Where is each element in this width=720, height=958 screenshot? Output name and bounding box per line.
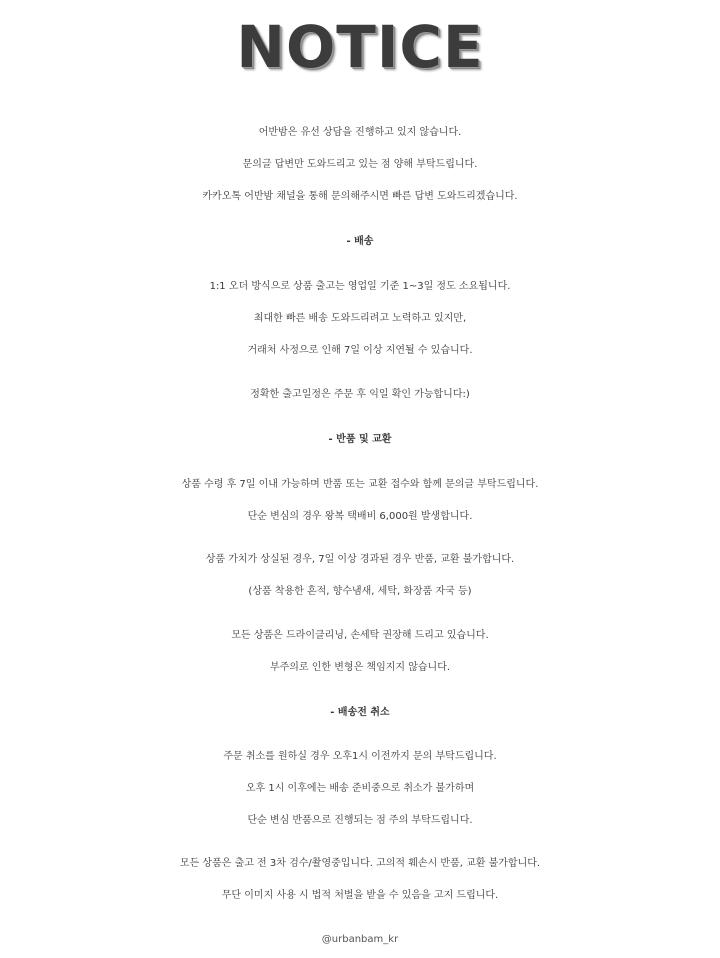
- instagram-handle: @urbanbam_kr: [321, 934, 399, 945]
- cancel-heading: - 배송전 취소: [330, 707, 390, 718]
- returns-line-5: 모든 상품은 드라이클리닝, 손세탁 권장해 드리고 있습니다.: [231, 630, 489, 641]
- returns-line-2: 단순 변심의 경우 왕복 택배비 6,000원 발생합니다.: [247, 511, 473, 522]
- cancel-line-1: 주문 취소를 원하실 경우 오후1시 이전까지 문의 부탁드립니다.: [223, 751, 497, 762]
- shipping-line-1: 1:1 오더 방식으로 상품 출고는 영업일 기준 1~3일 정도 소요됩니다.: [209, 281, 511, 292]
- returns-line-3: 상품 가치가 상실된 경우, 7일 이상 경과된 경우 반품, 교환 불가합니다.: [205, 554, 515, 565]
- shipping-line-3: 거래처 사정으로 인해 7일 이상 지연될 수 있습니다.: [247, 345, 473, 356]
- notice-title: NOTICE: [236, 13, 484, 81]
- shipping-note: 정확한 출고일정은 주문 후 익일 확인 가능합니다:): [250, 389, 470, 400]
- intro-line-3: 카카오톡 어반밤 채널을 통해 문의해주시면 빠른 답변 도와드리겠습니다.: [202, 191, 518, 202]
- footer-line-1: 모든 상품은 출고 전 3차 검수/촬영중입니다. 고의적 훼손시 반품, 교환 불가합니다.: [179, 858, 541, 869]
- returns-line-4: (상품 착용한 흔적, 향수냄새, 세탁, 화장품 자국 등): [248, 586, 472, 597]
- shipping-heading: - 배송: [346, 236, 374, 247]
- footer-line-2: 무단 이미지 사용 시 법적 처벌을 받을 수 있음을 고지 드립니다.: [221, 890, 499, 901]
- returns-line-6: 부주의로 인한 변형은 책임지지 않습니다.: [269, 662, 451, 673]
- cancel-line-3: 단순 변심 반품으로 진행되는 점 주의 부탁드립니다.: [247, 815, 473, 826]
- cancel-line-2: 오후 1시 이후에는 배송 준비중으로 취소가 불가하며: [245, 783, 475, 794]
- shipping-line-2: 최대한 빠른 배송 도와드리려고 노력하고 있지만,: [253, 313, 467, 324]
- intro-line-1: 어반밤은 유선 상담을 진행하고 있지 않습니다.: [258, 127, 462, 138]
- returns-line-1: 상품 수령 후 7일 이내 가능하며 반품 또는 교환 접수와 함께 문의글 부탁드립니다.: [181, 479, 539, 490]
- returns-heading: - 반품 및 교환: [328, 434, 392, 445]
- intro-line-2: 문의글 답변만 도와드리고 있는 점 양해 부탁드립니다.: [242, 159, 478, 170]
